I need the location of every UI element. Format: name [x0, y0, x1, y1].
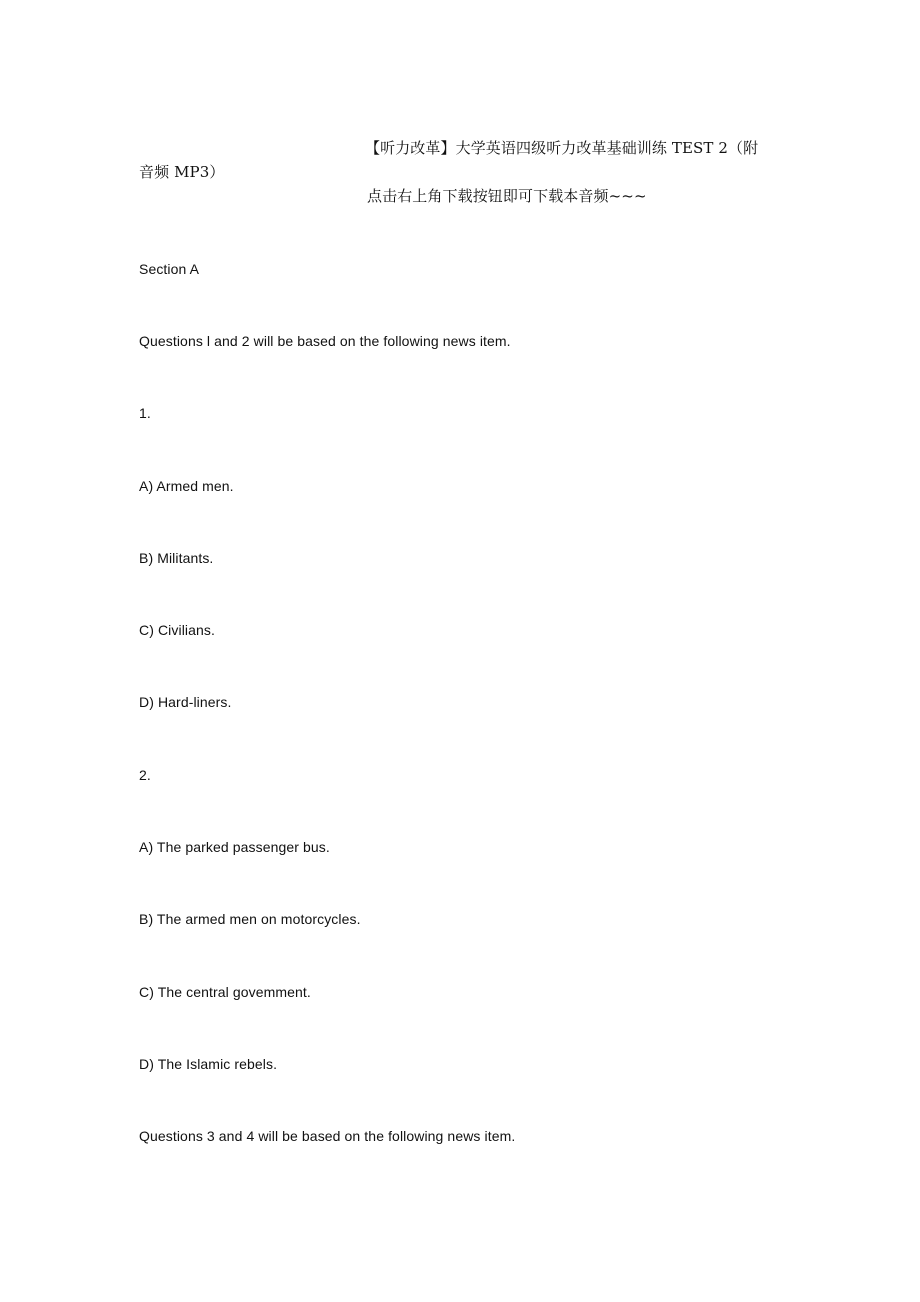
question-1-option-a: A) Armed men.	[139, 478, 234, 494]
document-subtitle: 点击右上角下载按钮即可下载本音频~~~	[367, 187, 647, 205]
document-title-line-2: 音频 MP3）	[139, 163, 225, 181]
questions-intro-3-4: Questions 3 and 4 will be based on the following news item.	[139, 1128, 516, 1144]
question-1-option-c: C) Civilians.	[139, 622, 215, 638]
question-1-number: 1.	[139, 405, 151, 421]
question-2-number: 2.	[139, 767, 151, 783]
question-1-option-d: D) Hard-liners.	[139, 694, 232, 710]
question-2-option-a: A) The parked passenger bus.	[139, 839, 330, 855]
section-heading: Section A	[139, 261, 200, 277]
question-2-option-c: C) The central govemment.	[139, 984, 311, 1000]
question-1-option-b: B) Militants.	[139, 550, 214, 566]
questions-intro-1-2: Questions l and 2 will be based on the following news item.	[139, 333, 511, 349]
document-title-line-1: 【听力改革】大学英语四级听力改革基础训练 TEST 2（附	[365, 139, 759, 157]
question-2-option-b: B) The armed men on motorcycles.	[139, 911, 361, 927]
question-2-option-d: D) The Islamic rebels.	[139, 1056, 278, 1072]
